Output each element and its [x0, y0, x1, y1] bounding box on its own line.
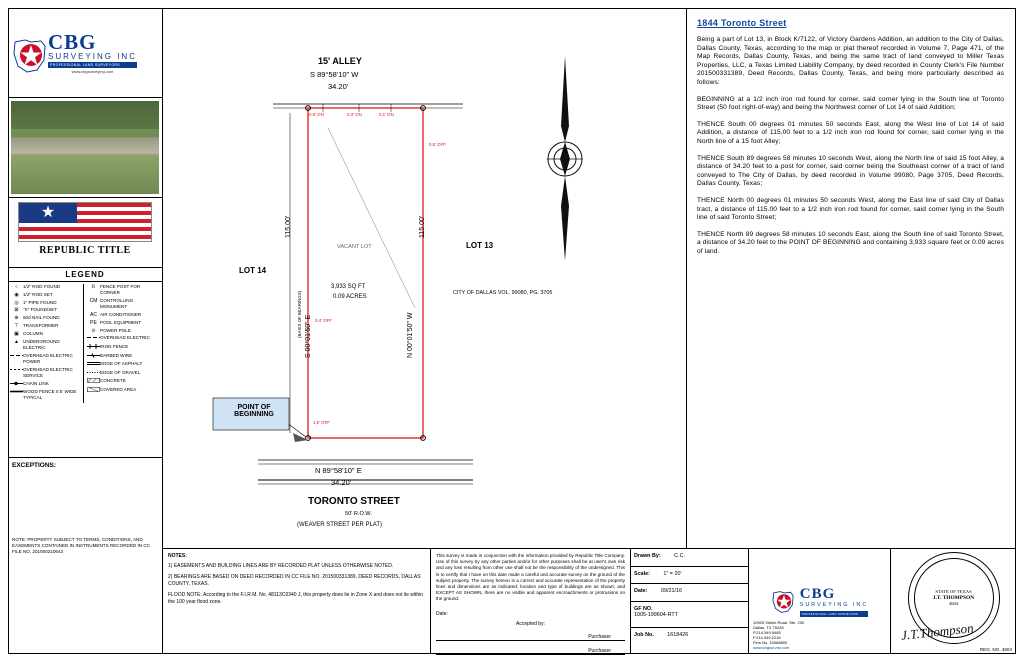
- plat-vector: [163, 8, 686, 548]
- west-line-distance: 115.00': [285, 215, 292, 238]
- drawn-by-value: C.C.: [674, 553, 685, 559]
- company-tagline: PROFESSIONAL LAND SURVEYORS: [48, 62, 137, 68]
- legend-hatch: [87, 378, 100, 385]
- west-line-bearing: S 00°01'50" E: [305, 314, 312, 358]
- surveyor-web: www.cbgsurvey.com: [753, 645, 790, 650]
- legend-label: IRON FENCE: [100, 343, 129, 349]
- survey-drawing: [163, 8, 686, 548]
- offset-label: 1.5' OFF: [313, 420, 330, 425]
- purchaser-signature-2[interactable]: Purchaser: [436, 648, 625, 655]
- texas-star-icon: [771, 589, 797, 615]
- gf-value: 1005-199604-RTT: [634, 611, 678, 618]
- legend-label: UNDERGROUND ELECTRIC: [23, 338, 60, 350]
- legend-label: FENCE POST FOR CORNER: [100, 284, 141, 296]
- legend-symbol: ▣: [14, 330, 19, 337]
- info-block: [631, 549, 749, 654]
- note-item: 1) EASEMENTS AND BUILDING LINES ARE BY RECORDED PLAT UNLESS OTHERWISE NOTED.: [168, 563, 394, 569]
- svg-text:N: N: [562, 148, 568, 156]
- seal-top-text: STATE OF TEXAS: [935, 589, 972, 594]
- legend-label: POOL EQUIPMENT: [100, 319, 142, 325]
- surveyor-firm-no: Firm No. 10068800: [753, 640, 788, 645]
- scale-row: [631, 567, 748, 585]
- legend-symbol: CM: [89, 298, 98, 304]
- title-block: [163, 548, 1016, 654]
- legend-symbol: ◎: [14, 299, 19, 306]
- offset-label: 0.3' ON: [347, 112, 362, 117]
- legend-column-left: [10, 284, 83, 403]
- scale-label: Scale:: [634, 570, 650, 577]
- job-label: Job No.: [634, 631, 654, 638]
- company-tagline: PROFESSIONAL LAND SURVEYORS: [800, 611, 868, 617]
- offset-label: 0.8' ON: [309, 112, 324, 117]
- surveyor-seal-box: [891, 549, 1016, 654]
- legend-symbol: ⊤: [14, 322, 19, 329]
- legend-label: AIR CONDITIONER: [100, 312, 142, 317]
- legend-symbol: PE: [90, 319, 97, 326]
- legend-line: [87, 335, 100, 342]
- offset-label: 0.1' ON: [379, 112, 394, 117]
- certification-text: This survey is made in conjunction with the information provided by Republic Title Company. Use of this survey by any other parties and/or for other purposes shall be at user's own risk and any loss resulting from other use shall not be the responsibility of the undersigned. This is to certify that I have on this date made a careful and accurate survey on the ground of the subject property. The survey hereon is a correct and accurate representation of the property lines and dimensions are as indicated; location and type of buildings are as shown; and EXCEPT AS SHOWN, there are no visible and apparent encroachments or protrusions on the ground.: [436, 553, 625, 602]
- vacant-lot-label: VACANT LOT: [337, 244, 372, 250]
- legend-title: LEGEND: [8, 268, 162, 282]
- accepted-by-label: Accepted by:: [516, 620, 545, 627]
- signature: J.T.Thompson: [900, 620, 975, 643]
- company-name: CBG: [48, 29, 97, 54]
- gf-label: GF NO.: [634, 605, 653, 612]
- date-value: 09/21/16: [660, 588, 682, 594]
- legend-label: POWER POLE: [100, 327, 131, 333]
- registration-number: REG. NO. 4604: [979, 647, 1012, 652]
- purchaser-signature-1[interactable]: Purchaser: [436, 634, 625, 641]
- legal-description-column: [686, 8, 1016, 548]
- note-item: 2) BEARINGS ARE BASED ON DEED RECORDED IN CC FILE NO. 201500331389, DEED RECORDS, DALLAS COUNTY, TEXAS.: [168, 574, 421, 587]
- legend-symbol: ▲: [14, 338, 19, 345]
- cbg-logo-footer-box: [749, 549, 891, 654]
- legend-label: CONTROLLING MONUMENT: [100, 298, 134, 310]
- company-name: CBG: [799, 585, 836, 602]
- legend-label: OVERHEAD ELECTRIC POWER: [23, 352, 73, 364]
- company-sub: SURVEYING INC: [799, 601, 869, 608]
- legend-line: [10, 353, 23, 360]
- legend-symbol: ○: [14, 284, 19, 290]
- street-bearing: N 89°58'10" E: [315, 466, 362, 475]
- notes-box: [163, 549, 431, 654]
- legend-label: OVERHEAD ELECTRIC SERVICE: [23, 366, 73, 378]
- street-distance: 34.20': [331, 478, 352, 487]
- legend-symbol: ⊠: [14, 307, 19, 314]
- legend-label: CONCRETE: [100, 378, 126, 384]
- drawn-by-label: Drawn By:: [634, 553, 661, 559]
- flag-icon: ★: [18, 202, 152, 242]
- texas-star-icon: [11, 36, 45, 70]
- left-column: [8, 8, 163, 654]
- company-url: www.cbgsurveying.com: [71, 68, 114, 74]
- point-of-beginning-label: POINT OF BEGINNING: [234, 404, 274, 418]
- job-value: 1618426: [667, 631, 689, 638]
- legend-label: COVERED AREA: [100, 386, 137, 392]
- offset-label: 0.5' OFF: [429, 142, 446, 147]
- legend-label: BARBED WIRE: [100, 352, 133, 358]
- legend-label: "X" FOUND/SET: [23, 307, 58, 313]
- exceptions-note: NOTE: PROPERTY SUBJECT TO TERMS, CONDITIONS, AND EASEMENTS CONTAINED IN INSTRUMENTS RECORDED IN CC FILE NO. 201500210643: [12, 537, 150, 554]
- lot-14-label: LOT 14: [239, 266, 267, 275]
- site-photo-box: [8, 98, 162, 198]
- basis-of-bearings: (BASIS OF BEARINGS): [297, 290, 302, 338]
- legend-label: COLUMN: [23, 330, 43, 336]
- date-row: [631, 584, 748, 602]
- exceptions-title: EXCEPTIONS:: [12, 462, 57, 469]
- east-line-bearing: N 00°01'50" W: [407, 312, 414, 358]
- legend-label: 60d NAIL FOUND: [23, 315, 60, 321]
- street-row: 50' R.O.W.: [345, 511, 372, 517]
- job-number-row: [631, 628, 748, 654]
- legend-symbol: ⊕: [14, 315, 19, 322]
- title-company-box: [8, 198, 162, 268]
- scale-value: 1" = 20': [663, 570, 682, 577]
- street-name: TORONTO STREET: [308, 496, 400, 507]
- note-item: FLOOD NOTE: According to the F.I.R.M. No. 48113C0340 J, this property does lie in Zone X and does not lie within the 100 year flood zone.: [168, 592, 424, 605]
- legend-label: EDGE OF GRAVEL: [100, 369, 141, 375]
- legend-label: 1/2" ROD FOUND: [23, 284, 61, 289]
- area-acres: 0.09 ACRES: [333, 294, 367, 300]
- legal-paragraph: THENCE South 89 degrees 58 minutes 10 seconds West, along the North line of said 15 foot Alley, a distance of 34.20 feet to a post for corner, said corner being the Southeast corner of a tract of land conveyed to The City of Dallas, by deed recorded in Volume 99080, Page 3705, Deed Records, Dallas County, Texas;: [697, 154, 1004, 188]
- surveyor-address-2: Dallas, TX 75228: [753, 625, 784, 630]
- legend-label: WOOD FENCE 0.5' WIDE TYPICAL: [23, 389, 77, 401]
- legend-line: [10, 367, 23, 374]
- legend-line: [10, 381, 23, 388]
- legend-line: [10, 389, 23, 396]
- site-photo: [11, 101, 159, 194]
- north-arrow-icon: [535, 56, 595, 266]
- street-alt-name: (WEAVER STREET PER PLAT): [297, 522, 383, 528]
- alley-distance: 34.20': [328, 82, 349, 91]
- legend-line: [87, 353, 100, 360]
- legend-symbol: ⊙: [91, 327, 96, 334]
- legend-label: EDGE OF ASPHALT: [100, 361, 143, 367]
- certification-box: [431, 549, 631, 654]
- offset-label: 0.4' OFF: [315, 318, 332, 323]
- legend-symbol: ⌷: [91, 284, 95, 290]
- east-line-distance: 115.00': [419, 215, 426, 238]
- legend-symbol: AC: [90, 312, 97, 318]
- seal-surveyor-name: J.T. THOMPSON: [932, 595, 975, 601]
- cbg-logo-box: [8, 8, 162, 98]
- exceptions-box: [8, 458, 162, 654]
- legend-label: 1" PIPE FOUND: [23, 299, 57, 305]
- alley-label: 15' ALLEY: [318, 56, 362, 66]
- legal-paragraph: THENCE North 89 degrees 58 minutes 10 seconds East, along the South line of said Toronto Street, a distance of 34.20 feet to the POINT OF BEGINNING and containing 3,933 square feet or 0.09 acres of land.: [697, 230, 1004, 255]
- gf-number-row: [631, 602, 748, 628]
- title-company-name: REPUBLIC TITLE: [39, 245, 131, 256]
- legend-label: 1/2" ROD SET: [23, 291, 53, 297]
- legend-line: [87, 344, 100, 351]
- legend-line: [87, 370, 100, 377]
- date-field-label[interactable]: Date:: [436, 610, 448, 617]
- legend-hatch: [87, 387, 100, 394]
- surveyor-fax: F.214.349.2216: [753, 635, 781, 640]
- area-square-feet: 3,933 SQ FT: [331, 284, 366, 290]
- legal-paragraph: THENCE North 00 degrees 01 minutes 50 seconds West, along the East line of said City of Dallas tract, a distance of 115.00 feet to a 1/2 inch iron rod found for corner, said corner lying in the South line of said Toronto Street;: [697, 196, 1004, 222]
- legend-line: [87, 361, 100, 368]
- legal-paragraph: THENCE South 00 degrees 01 minutes 50 seconds East, along the West line of Lot 14 of said Addition, a distance of 115.00 feet to a 1/2 inch iron rod found for corner, said corner lying in the North line of a 15 foot Alley;: [697, 120, 1004, 145]
- city-of-dallas-tract: CITY OF DALLAS VOL. 99080, PG. 3705: [453, 290, 553, 296]
- surveyor-phone: P.214.349.9485: [753, 630, 781, 635]
- notes-heading: NOTES:: [168, 553, 187, 559]
- legend-box: [8, 268, 162, 458]
- company-sub: SURVEYING INC: [48, 51, 137, 61]
- legal-paragraph: BEGINNING at a 1/2 inch iron rod found for corner, said corner lying in the South line of Toronto Street (50 foot right-of-way) and being the Northwest corner of Lot 14 of said Addition;: [697, 95, 1004, 112]
- surveyor-address-1: 10925 Shiloh Road, Ste. 230: [753, 620, 805, 625]
- seal-number: 4604: [948, 601, 959, 606]
- date-label: Date:: [634, 588, 648, 594]
- drawn-by-row: [631, 549, 748, 567]
- property-address-title: 1844 Toronto Street: [697, 18, 787, 28]
- legend-label: TRANSFORMER: [23, 322, 59, 328]
- alley-bearing: S 89°58'10" W: [310, 70, 359, 79]
- legend-label: OVERHEAD ELECTRIC: [100, 335, 150, 341]
- legal-paragraph: Being a part of Lot 13, in Block K/7122, of Victory Gardens Addition, an addition to the City of Dallas, Dallas County, Texas, according to the map or plat thereof recorded in Volume 7, Page 471, of the Map Records, Dallas County, Texas, and being the same tract of land conveyed to Miller Texas Properties, LLC, a Texas Limited Liability Company, by deed recorded in County Clerk's File Number 201500331389, Deed Records, Dallas County, Texas, and being more particularly described as follows:: [697, 36, 1004, 86]
- legend-symbol: ◉: [14, 291, 19, 298]
- legend-column-right: [83, 284, 160, 403]
- legend-label: CHAIN LINK: [23, 380, 49, 386]
- lot-13-label: LOT 13: [466, 241, 494, 250]
